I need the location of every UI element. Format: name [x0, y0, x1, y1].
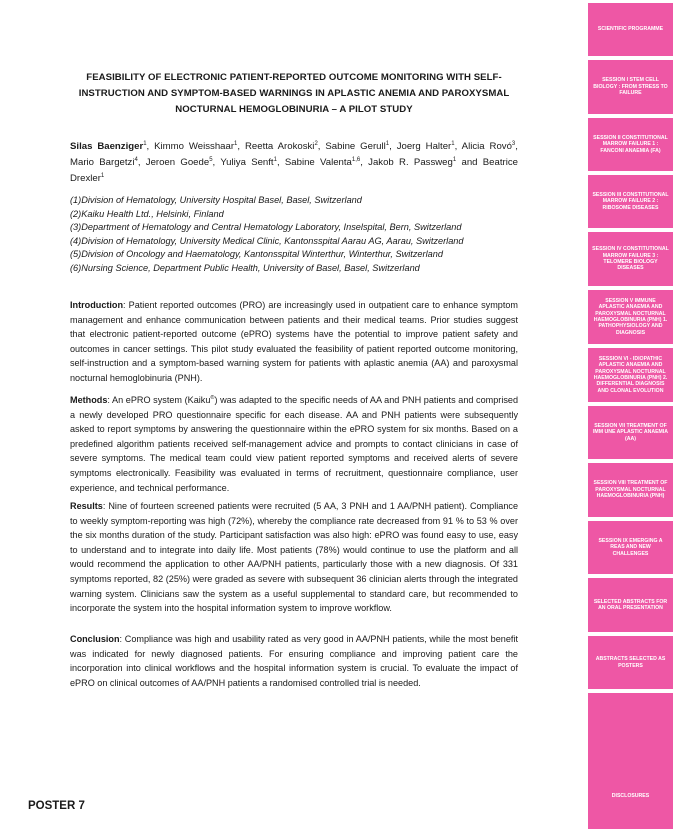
conclusion-text: : Compliance was high and usability rated as very good in AA/PNH patients, while the most benefit was indicated for newly diagnosed patients. For ensuring compliance and improving patient care the incorporation into clinical workflows and the hospital information system is crucial. To evaluate the impact of ePRO on clinical outcomes of AA/PNH patients a randomised controlled trial is needed. — [70, 634, 518, 688]
affiliation-line: (3)Department of Hematology and Central Hematology Laboratory, Inselspital, Bern, Switzerland — [70, 222, 462, 233]
author-name: Sabine Gerull — [325, 141, 386, 152]
results-section — [70, 499, 518, 616]
author-name: Silas Baenziger — [70, 141, 144, 152]
author-name: Alicia Rovó — [461, 141, 512, 152]
author-separator: , — [146, 141, 155, 152]
affiliation-list — [70, 194, 518, 276]
sidebar-item-section-8[interactable]: SESSION VIII TREATMENT OF PAROXYSMAL NOCTURNAL HAEMOGLOBINURIA (PNH) — [588, 463, 673, 517]
methods-text-b: ) was adapted to the specific needs of AA and PNH patients and comprised a newly developed PRO questionnaire specific for each disease. AA and PNH patients were subsequently asked to report symptoms by answering the questionnaire within the ePRO system for six months. Based on a predefined algorithm patients received self-management advice and prompts to contact clinicians in case of severe symptoms. The medical team could view patient reported symptoms and received alerts of severe symptoms electronically. Feasibility was evaluated in terms of recruitment, questionnaire compliance, user experience, and technical performance. — [70, 395, 518, 493]
introduction-section — [70, 298, 518, 386]
author-separator: , — [276, 157, 285, 168]
author-separator: , — [454, 141, 462, 152]
author-affiliation-number: 1 — [385, 140, 390, 147]
author-name: Mario Bargetzi — [70, 157, 135, 168]
author-name: Reetta Arokoski — [244, 141, 315, 152]
results-text: : Nine of fourteen screened patients were recruited (5 AA, 3 PNH and 1 AA/PNH patient). Compliance to weekly symptom-reporting was high (72%), whereby the compliance rate decreased from 91 % to 53 % over the six months duration of the study. Participant satisfaction was also high: ePRO was found easy to use, easy to understand and to integrate into daily life. Most patients (78%) would continue to use the platform and all would recommend the application to other AA/PNH patients, particularly those with a new diagnosis. Of 331 symptoms reported, 82 (25%) were graded as severe with subsequent 36 clinician alerts through the integrated warning system. Clinicians saw the system as a useful supplemental to standard care, but recommended to incorporate the system into the hospital information system to improve workflow. — [70, 501, 518, 614]
author-affiliation-number: 1 — [451, 140, 455, 147]
author-name: Joerg Halter — [396, 141, 452, 152]
methods-heading: Methods — [70, 395, 108, 406]
affiliation-line: (4)Division of Hematology, University Medical Clinic, Kantonsspital Aarau AG, Aarau, Switzerland — [70, 235, 464, 246]
author-name: Sabine Valenta — [284, 157, 352, 168]
sidebar-item-section-2[interactable]: SESSION II CONSTITUTIONAL MARROW FAILURE 1 : FANCONI ANAEMIA (FA) — [588, 118, 673, 171]
author-affiliation-number: 1 — [234, 140, 238, 147]
introduction-text: : Patient reported outcomes (PRO) are increasingly used in outpatient care to enhance symptom management and enhance communication between patients and their medical teams. Prior studies suggest that electronic patient-reported outcome (ePRO) systems have the potential to improve patient safety and outcomes in cancer settings. This pilot study evaluated the feasibility of patient reported outcome monitoring, self-instruction and a symptom-based warning system for patients with aplastic anemia (AA) and paroxysmal nocturnal hemoglobinuria (PNH). — [70, 300, 518, 383]
author-affiliation-number: 2 — [314, 140, 318, 147]
author-list — [70, 139, 518, 187]
methods-section — [70, 391, 518, 495]
introduction-heading: Introduction — [70, 300, 124, 310]
author-affiliation-number: 4 — [134, 156, 138, 163]
author-separator: , — [212, 157, 221, 168]
author-name: Beatrice Drexler — [70, 157, 518, 184]
affiliation-line: (1)Division of Hematology, University Hospital Basel, Basel, Switzerland — [70, 195, 362, 205]
author-name: Jakob R. Passweg — [368, 157, 453, 168]
author-affiliation-number: 1 — [273, 156, 277, 163]
author-separator: , — [237, 141, 245, 152]
author-name: Kimmo Weisshaar — [154, 141, 235, 152]
author-separator: , — [360, 157, 369, 168]
author-separator: , — [137, 157, 146, 168]
sidebar-item-section-4[interactable]: SESSION IV CONSTITUTIONAL MARROW FAILURE 3 : TELOMERE BIOLOGY DISEASES — [588, 232, 673, 286]
registered-mark: ® — [210, 395, 215, 401]
abstract-title: FEASIBILITY OF ELECTRONIC PATIENT-REPORTED OUTCOME MONITORING WITH SELF-INSTRUCTION AND SYMPTOM-BASED WARNINGS IN APLASTIC ANEMIA AND PAROXYSMAL NOCTURNAL HEMOGLOBINURIA – A PILOT STUDY — [78, 72, 510, 115]
conclusion-heading: Conclusion — [70, 634, 120, 644]
author-affiliation-number: 3 — [511, 140, 516, 147]
sidebar-item-scientific-programme[interactable]: SCIENTIFIC PROGRAMME — [588, 3, 673, 56]
author-affiliation-number: 1 — [452, 156, 457, 163]
sidebar-item-section-12[interactable]: DISCLOSURES — [588, 693, 673, 829]
sidebar-item-section-9[interactable]: SESSION IX EMERGING A REAS AND NEW CHALLENGES — [588, 521, 673, 574]
poster-label: POSTER 7 — [28, 800, 85, 812]
affiliation-line: (6)Nursing Science, Department Public Health, University of Basel, Basel, Switzerland — [70, 262, 420, 273]
sidebar-item-section-10[interactable]: SELECTED ABSTRACTS FOR AN ORAL PRESENTATION — [588, 578, 673, 632]
author-name: Yuliya Senft — [220, 157, 274, 168]
sidebar-item-section-5[interactable]: SESSION V IMMUNE APLASTIC ANAEMIA AND PAROXYSMAL NOCTURNAL HAEMOGLOBINURIA (PNH) 1. PATHOPHYSIOLOGY AND DIAGNOSIS — [588, 290, 673, 344]
author-affiliation-number: 5 — [209, 156, 213, 163]
author-affiliation-number: 1 — [100, 172, 105, 179]
author-separator: , — [515, 141, 518, 152]
author-separator: , — [389, 141, 397, 152]
affiliation-line: (2)Kaiku Health Ltd., Helsinki, Finland — [70, 208, 224, 219]
conclusion-section — [70, 632, 518, 690]
sidebar-item-section-1[interactable]: SESSION I STEM CELL BIOLOGY : FROM STRESS TO FAILURE — [588, 60, 673, 114]
sidebar-item-section-3[interactable]: SESSION III CONSTITUTIONAL MARROW FAILURE 2 : RIBOSOME DISEASES — [588, 175, 673, 228]
results-heading: Results — [70, 501, 103, 511]
sidebar-item-section-6[interactable]: SESSION VI - IDIOPATHIC APLASTIC ANAEMIA AND PAROXYSMAL NOCTURNAL HAEMOGLOBINURIA (PNH) 2. DIFFERENTIAL DIAGNOSIS AND CLONAL EVOLUTION — [588, 348, 673, 402]
author-separator: and — [456, 157, 483, 168]
methods-text-a: : An ePRO system (Kaiku — [107, 395, 211, 406]
session-sidebar — [585, 0, 676, 832]
author-affiliation-number: 1,6 — [351, 156, 361, 163]
author-affiliation-number: 1 — [143, 140, 147, 147]
sidebar-item-section-7[interactable]: SESSION VII TREATMENT OF IMM UNE APLASTIC ANAEMIA (AA) — [588, 406, 673, 459]
author-separator: , — [317, 141, 326, 152]
author-name: Jeroen Goede — [145, 157, 210, 168]
sidebar-item-section-11[interactable]: ABSTRACTS SELECTED AS POSTERS — [588, 636, 673, 689]
affiliation-line: (5)Division of Oncology and Haematology, Kantonsspital Winterthur, Winterthur, Switzerland — [70, 249, 443, 260]
